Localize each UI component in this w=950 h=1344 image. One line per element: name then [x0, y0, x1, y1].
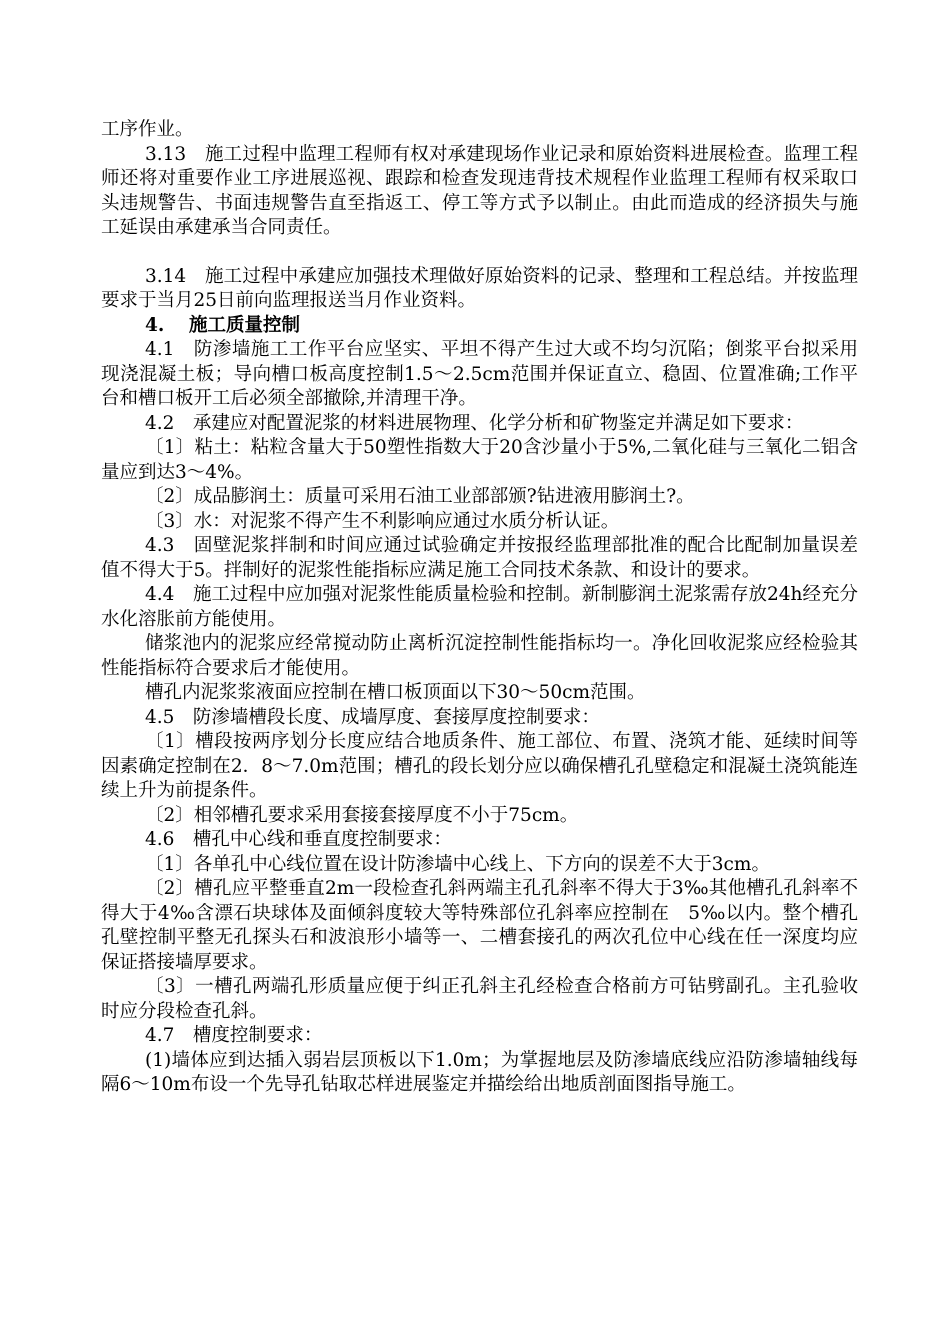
- paragraph-4-6-1: 〔1〕各单孔中心线位置在设计防渗墙中心线上、下方向的误差不大于3cm。: [145, 853, 770, 875]
- paragraph-4-6-2: 〔2〕槽孔应平整垂直2m一段检查孔斜两端主孔孔斜率不得大于3‰其他槽孔孔斜率不得大于4‰含漂石块球体及面倾斜度较大等特殊部位孔斜率应控制在 5‰以内。整个槽孔孔壁控制平整无孔探头石和波浪形小墙等一、二槽套接孔的两次孔位中心线在任一深度均应保证搭接墙厚要求。: [101, 878, 858, 973]
- paragraph-4-2: 4.2 承建应对配置泥浆的材料进展物理、化学分析和矿物鉴定并满足如下要求：: [145, 412, 804, 434]
- paragraph-4-5: 4.5 防渗墙槽段长度、成墙厚度、套接厚度控制要求：: [145, 706, 600, 728]
- paragraph-continuation: 工序作业。: [101, 119, 194, 140]
- blank-line: [101, 241, 858, 265]
- section-title: 施工质量控制: [189, 314, 301, 336]
- paragraph-4-6: 4.6 槽孔中心线和垂直度控制要求：: [145, 829, 452, 850]
- paragraph-4-2-1: 〔1〕粘土：粘粒含量大于50塑性指数大于20含沙量小于5%,二氧化硅与三氧化二铝含量应到达3～4%。: [101, 437, 858, 483]
- paragraph-4-5-2: 〔2〕相邻槽孔要求采用套接套接厚度不小于75cm。: [145, 804, 579, 826]
- paragraph-4-4: 4.4 施工过程中应加强对泥浆性能质量检验和控制。新制膨润土泥浆需存放24h经充分水化溶胀前方能使用。: [101, 584, 858, 630]
- paragraph-4-5-1: 〔1〕槽段按两序划分长度应结合地质条件、施工部位、布置、浇筑才能、延续时间等因素确定控制在2．8～7.0m范围；槽孔的段长划分应以确保槽孔孔壁稳定和混凝土浇筑能连续上升为前提条件。: [101, 731, 858, 801]
- paragraph-4-3: 4.3 固壁泥浆拌制和时间应通过试验确定并按报经监理部批准的配合比配制加量误差值不得大于5。拌制好的泥浆性能指标应满足施工合同技术条款、和设计的要求。: [101, 535, 858, 581]
- paragraph-4-7: 4.7 槽度控制要求：: [145, 1025, 323, 1046]
- paragraph-4-2-2: 〔2〕成品膨润土：质量可采用石油工业部部颁?钻进液用膨润土?。: [145, 486, 695, 507]
- paragraph-4-1: 4.1 防渗墙施工工作平台应坚实、平坦不得产生过大或不均匀沉陷；倒浆平台拟采用现浇混凝土板；导向槽口板高度控制1.5～2.5cm范围并保证直立、稳固、位置准确;工作平台和槽口板开工后必须全部撤除,并清理干净。: [101, 339, 858, 409]
- paragraph-4-2-3: 〔3〕水：对泥浆不得产生不利影响应通过水质分析认证。: [145, 510, 620, 532]
- paragraph-4-4-level: 槽孔内泥浆浆液面应控制在槽口板顶面以下30～50cm范围。: [145, 682, 646, 703]
- section-heading-4: [101, 314, 858, 339]
- paragraph-4-4-storage: 储浆池内的泥浆应经常搅动防止离析沉淀控制性能指标均一。净化回收泥浆应经检验其性能指标符合要求后才能使用。: [101, 633, 858, 679]
- paragraph-3-13: 3.13 施工过程中监理工程师有权对承建现场作业记录和原始资料进展检查。监理工程师还将对重要作业工序进展巡视、跟踪和检查发现违背技术规程作业监理工程师有权采取口头违规警告、书面违规警告直至指返工、停工等方式予以制止。由此而造成的经济损失与施工延误由承建承当合同责任。: [101, 143, 858, 238]
- section-number: 4.: [145, 314, 165, 336]
- paragraph-4-6-3: 〔3〕一槽孔两端孔形质量应便于纠正孔斜主孔经检查合格前方可钻劈副孔。主孔验收时应分段检查孔斜。: [101, 976, 858, 1022]
- paragraph-4-7-1: (1)墙体应到达插入弱岩层顶板以下1.0m；为掌握地层及防渗墙底线应沿防渗墙轴线每隔6～10m布设一个先导孔钻取芯样进展鉴定并描绘给出地质剖面图指导施工。: [101, 1049, 858, 1095]
- paragraph-3-14: 3.14 施工过程中承建应加强技术理做好原始资料的记录、整理和工程总结。并按监理要求于当月25日前向监理报送当月作业资料。: [101, 265, 858, 311]
